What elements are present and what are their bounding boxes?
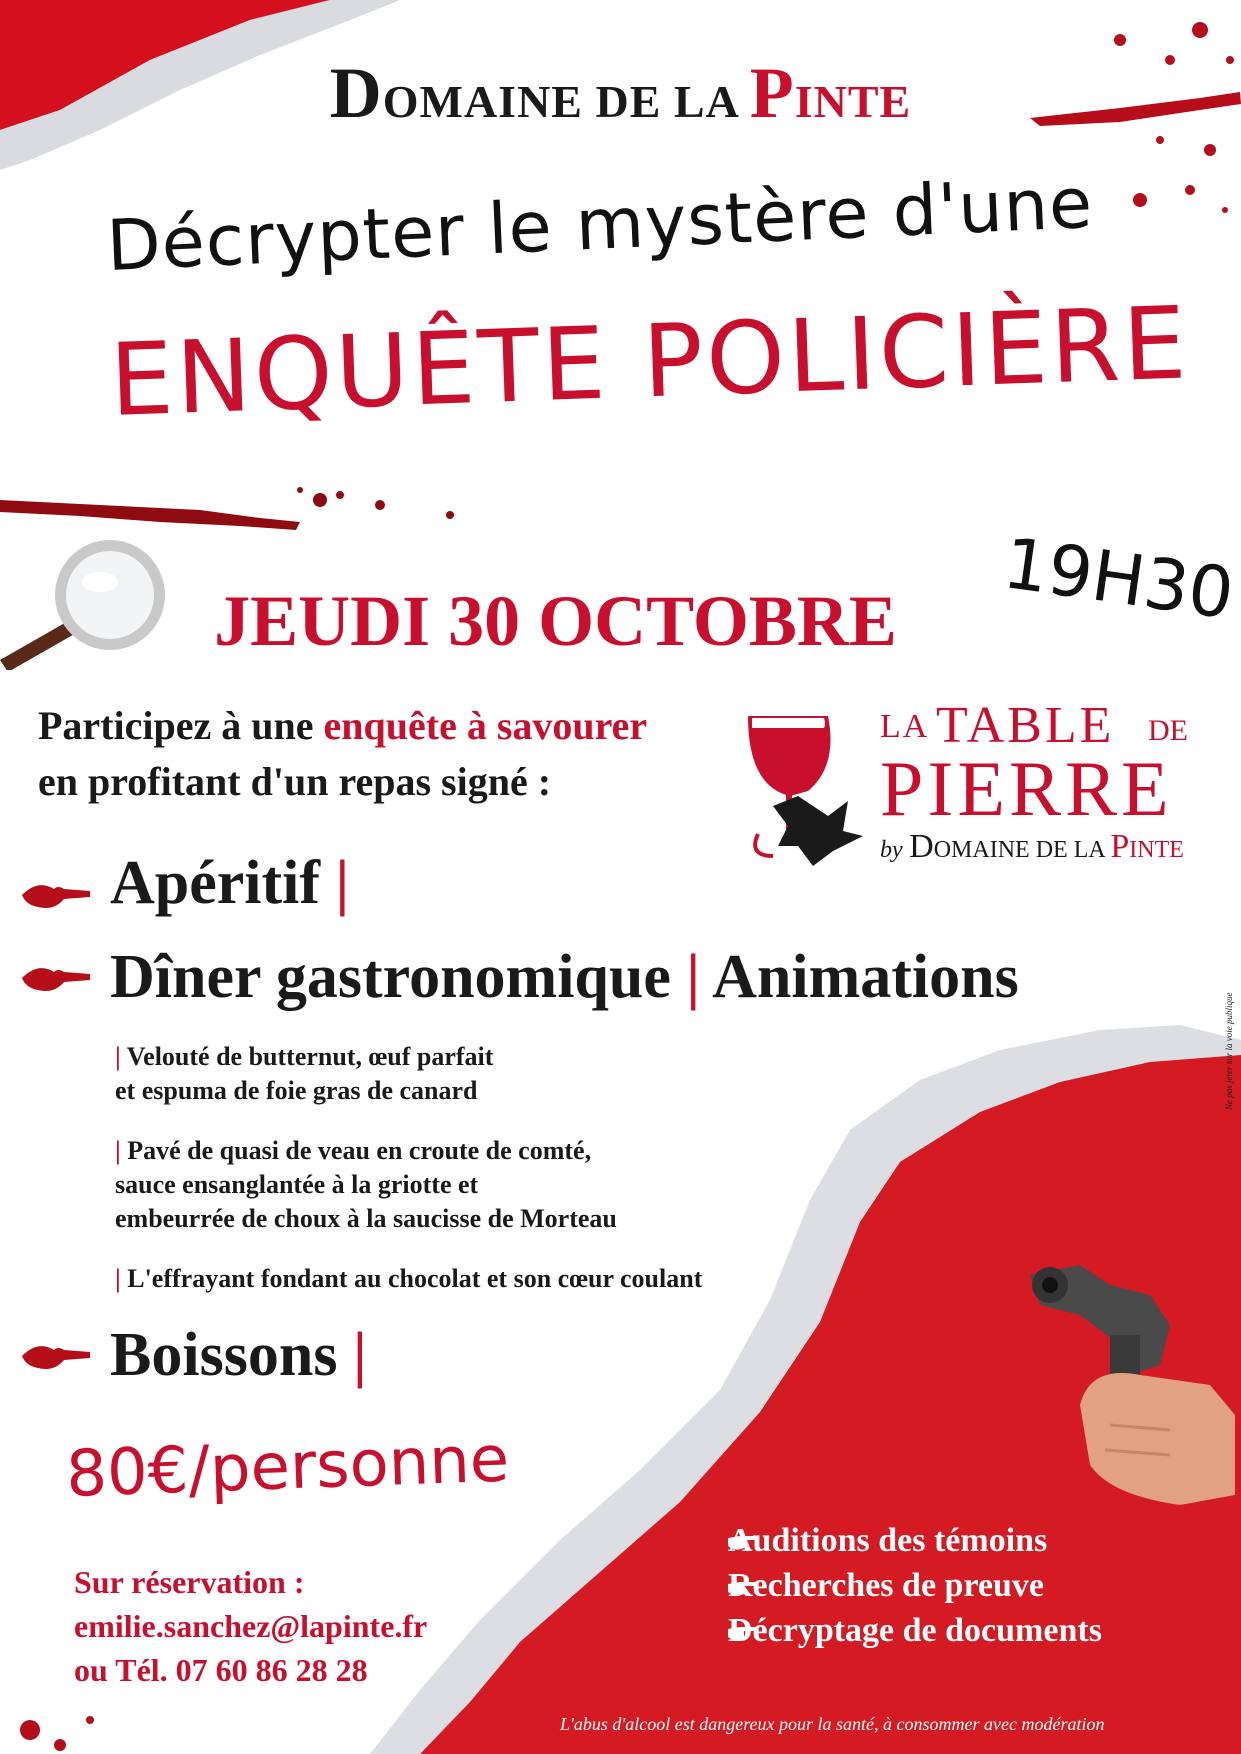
logo-table: TABLE — [936, 697, 1115, 754]
reservation-email[interactable]: emilie.sanchez@lapinte.fr — [74, 1608, 428, 1644]
intro-line2: en profitant d'un repas signé : — [38, 759, 552, 804]
animation-item: Recherches de preuve — [728, 1567, 1045, 1604]
lips-bullet-icon — [20, 1336, 92, 1376]
reservation-phone[interactable]: ou Tél. 07 60 86 28 28 — [74, 1652, 368, 1688]
reservation-label: Sur réservation : — [74, 1564, 305, 1600]
logo-by-line: by DOMAINE DE LA PINTE — [880, 828, 1184, 865]
dish-main: | Pavé de quasi de veau en croute de comté, sauce ensanglantée à la griotte et embeurrée de choux à la saucisse de Morteau — [115, 1136, 617, 1233]
logo-la: LA — [880, 708, 930, 745]
vertical-note: Ne pas jeter sur la voie publique — [1224, 992, 1234, 1110]
headline-line2: ENQUÊTE POLICIÈRE — [108, 284, 1191, 439]
intro-line1-red: enquête à savourer — [323, 703, 648, 748]
wine-glass-leaf-icon — [728, 706, 878, 866]
blood-splatter-bottom-left — [20, 1716, 94, 1751]
menu-aperitif: Apéritif | — [110, 849, 350, 917]
price: 80€/personne — [65, 1422, 511, 1512]
lips-bullet-icon — [20, 875, 92, 915]
logo-pierre: PIERRE — [880, 745, 1173, 832]
header-title: DOMAINE DE LA PINTE — [329, 53, 912, 133]
blood-line-left — [0, 487, 454, 530]
menu-boissons: Boissons | — [110, 1321, 367, 1389]
intro-text — [38, 698, 647, 810]
intro-line1-black: Participez à une — [38, 703, 324, 748]
dish-entree: | Velouté de butternut, œuf parfait et espuma de foie gras de canard — [115, 1042, 494, 1105]
reservation-block — [74, 1560, 427, 1692]
animation-item: Décryptage de documents — [728, 1612, 1102, 1649]
table-de-pierre-logo — [728, 697, 1198, 870]
headline-line1: Décrypter le mystère d'une — [105, 161, 1095, 287]
menu-diner: Dîner gastronomique | Animations — [110, 943, 1019, 1011]
alcohol-disclaimer: L'abus d'alcool est dangereux pour la santé, à consommer avec modération — [560, 1714, 1105, 1734]
logo-de: DE — [1148, 714, 1188, 747]
revolver-hand-icon — [1020, 1255, 1241, 1505]
lips-bullet-icon — [20, 958, 92, 998]
event-date: JEUDI 30 OCTOBRE — [214, 581, 897, 661]
dish-dessert: | L'effrayant fondant au chocolat et son cœur coulant — [115, 1264, 703, 1293]
animation-item: Auditions des témoins — [728, 1522, 1048, 1559]
event-time: 19H30 — [998, 522, 1239, 636]
